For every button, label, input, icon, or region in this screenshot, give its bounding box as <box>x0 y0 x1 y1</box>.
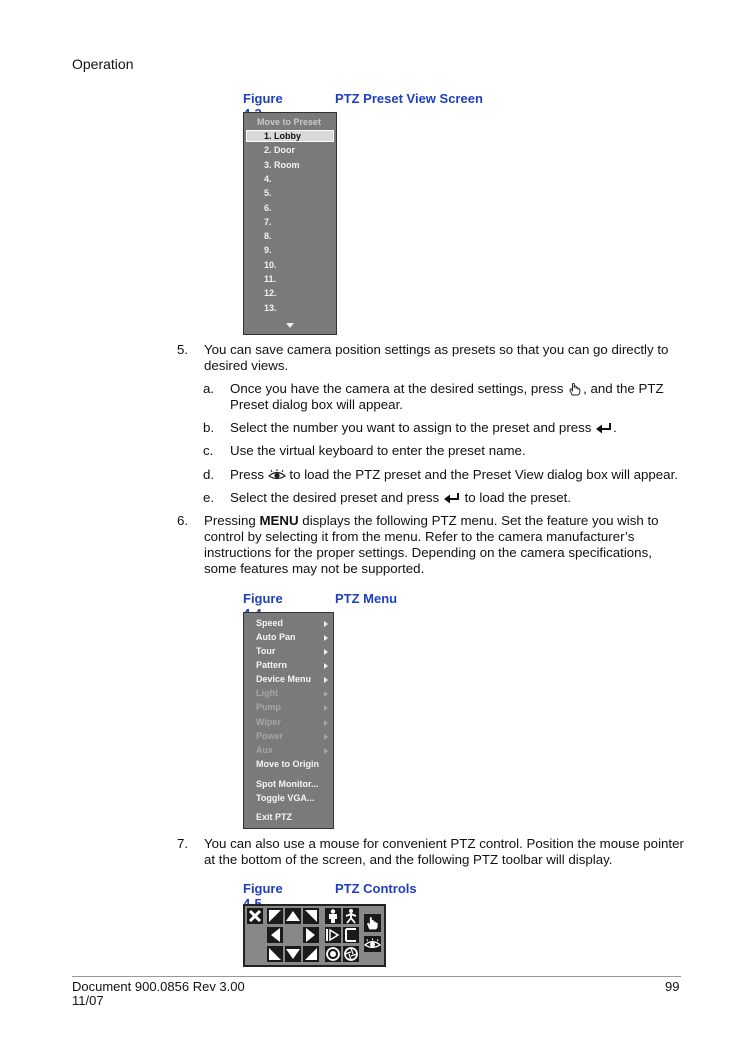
menu-item[interactable]: Pattern <box>256 660 288 670</box>
step-5e-text-end: to load the preset. <box>464 490 572 505</box>
menu-item[interactable]: Move to Origin <box>256 759 319 769</box>
step-6-line3: instructions for the proper settings. Depending on the camera specifications, <box>204 545 652 560</box>
preset-hand-button[interactable] <box>364 914 381 932</box>
focus-far-icon <box>343 927 359 943</box>
step-number: 7. <box>177 836 189 851</box>
footer-divider <box>72 976 681 977</box>
step-5e <box>203 490 703 508</box>
preset-item[interactable]: 7. <box>264 216 272 227</box>
step-letter: b. <box>203 420 215 435</box>
step-6-line2: control by selecting it from the menu. Refer to the camera manufacturer’s <box>204 529 635 544</box>
page-number: 99 <box>665 979 680 994</box>
hand-icon <box>567 381 583 397</box>
step-letter: a. <box>203 381 215 396</box>
person-zoom-out-icon <box>343 908 359 924</box>
zoom-out-button[interactable] <box>343 908 359 924</box>
iris-open-icon <box>325 946 341 962</box>
submenu-arrow-icon <box>324 720 328 726</box>
arrow-up-icon <box>285 908 301 924</box>
step-5a-line2: Preset dialog box will appear. <box>230 397 403 413</box>
close-icon <box>247 908 263 924</box>
section-header: Operation <box>72 56 134 72</box>
preset-item[interactable]: 3. Room <box>264 159 300 170</box>
document-date: 11/07 <box>72 993 104 1008</box>
step-7-line1: You can also use a mouse for convenient PTZ control. Position the mouse pointer <box>204 836 684 851</box>
iris-close-button[interactable] <box>343 946 359 962</box>
step-letter: d. <box>203 467 215 482</box>
preset-item[interactable]: 4. <box>264 173 272 184</box>
step-5a-text-end: , and the PTZ <box>583 381 664 396</box>
pan-up-left-button[interactable] <box>267 908 283 924</box>
arrow-left-icon <box>267 927 283 943</box>
preset-view-button[interactable] <box>364 936 381 952</box>
preset-view-panel <box>243 112 337 335</box>
submenu-arrow-icon <box>324 691 328 697</box>
menu-keyword: MENU <box>259 513 299 528</box>
enter-icon <box>595 422 613 434</box>
arrow-right-icon <box>303 927 319 943</box>
step-number: 5. <box>177 342 189 357</box>
footer-left <box>72 980 245 1008</box>
menu-item: Aux <box>256 745 274 755</box>
menu-item[interactable]: Spot Monitor... <box>256 779 319 789</box>
person-zoom-in-icon <box>325 908 341 924</box>
ptz-menu-panel <box>243 612 334 829</box>
hand-icon <box>364 914 381 932</box>
pan-up-right-button[interactable] <box>303 908 319 924</box>
preset-item[interactable]: 13. <box>264 302 277 313</box>
preset-item[interactable]: 8. <box>264 231 272 242</box>
step-5-line1: You can save camera position settings as presets so that you can go directly to <box>204 342 669 357</box>
menu-item[interactable]: Toggle VGA... <box>256 793 315 803</box>
step-6-line4: some features may not be supported. <box>204 561 425 576</box>
arrow-up-right-icon <box>303 908 319 924</box>
submenu-arrow-icon <box>324 748 328 754</box>
submenu-arrow-icon <box>324 621 328 627</box>
preset-item[interactable]: 10. <box>264 259 277 270</box>
preset-item[interactable]: 6. <box>264 202 272 213</box>
step-6-text: Pressing <box>204 513 256 528</box>
step-letter: c. <box>203 443 214 458</box>
step-5d-text: Press <box>230 467 264 482</box>
step-6-text-end: displays the following PTZ menu. Set the feature you wish to <box>302 513 659 528</box>
tilt-down-button[interactable] <box>285 946 301 962</box>
focus-far-button[interactable] <box>343 927 359 943</box>
menu-item[interactable]: Auto Pan <box>256 632 296 642</box>
step-5b-text: Select the number you want to assign to the preset and press <box>230 420 592 435</box>
submenu-arrow-icon <box>324 705 328 711</box>
figure-title: PTZ Preset View Screen <box>335 91 483 106</box>
arrow-down-left-icon <box>267 946 283 962</box>
preset-item[interactable]: 9. <box>264 245 272 256</box>
step-5b-text-end: . <box>613 420 617 435</box>
arrow-down-right-icon <box>303 946 319 962</box>
submenu-arrow-icon <box>324 677 328 683</box>
zoom-in-button[interactable] <box>325 908 341 924</box>
menu-item[interactable]: Device Menu <box>256 674 312 684</box>
enter-icon <box>443 492 461 504</box>
step-5a-text: Once you have the camera at the desired settings, press <box>230 381 564 396</box>
step-5d-text-end: to load the PTZ preset and the Preset View dialog box will appear. <box>289 467 678 482</box>
pan-down-right-button[interactable] <box>303 946 319 962</box>
step-5b <box>203 420 703 438</box>
pan-right-button[interactable] <box>303 927 319 943</box>
menu-item: Pump <box>256 702 282 712</box>
step-5d <box>203 467 723 485</box>
figure-title: PTZ Menu <box>335 591 398 606</box>
scroll-down-icon[interactable] <box>286 323 294 328</box>
focus-near-icon <box>325 927 341 943</box>
step-number: 6. <box>177 513 189 528</box>
iris-open-button[interactable] <box>325 946 341 962</box>
step-7 <box>177 836 697 870</box>
step-5c-text: Use the virtual keyboard to enter the preset name. <box>230 443 526 458</box>
submenu-arrow-icon <box>324 649 328 655</box>
focus-near-button[interactable] <box>325 927 341 943</box>
step-letter: e. <box>203 490 215 505</box>
figure-number: Figure <box>243 591 283 606</box>
pan-down-left-button[interactable] <box>267 946 283 962</box>
figure-title: PTZ Controls <box>335 881 417 896</box>
step-5c <box>203 443 703 461</box>
figure-number: Figure <box>243 91 283 106</box>
preset-item[interactable]: 12. <box>264 288 277 299</box>
preset-item[interactable]: 5. <box>264 188 272 199</box>
pan-left-button[interactable] <box>267 927 283 943</box>
submenu-arrow-icon <box>324 663 328 669</box>
step-6 <box>177 513 697 579</box>
submenu-arrow-icon <box>324 635 328 641</box>
menu-item: Wiper <box>256 717 281 727</box>
step-5e-text: Select the desired preset and press <box>230 490 440 505</box>
ptz-toolbar <box>243 904 386 967</box>
preset-panel-title: Move to Preset <box>257 117 322 127</box>
menu-item: Light <box>256 688 278 698</box>
submenu-arrow-icon <box>324 734 328 740</box>
step-5-line2: desired views. <box>204 358 289 373</box>
arrow-down-icon <box>285 946 301 962</box>
preset-item[interactable]: 2. Door <box>264 145 296 156</box>
arrow-up-left-icon <box>267 908 283 924</box>
figure-number: Figure <box>243 881 283 896</box>
iris-close-icon <box>343 946 359 962</box>
step-7-line2: at the bottom of the screen, and the following PTZ toolbar will display. <box>204 852 613 867</box>
close-button[interactable] <box>247 908 263 924</box>
document-number: Document 900.0856 Rev 3.00 <box>72 979 245 994</box>
preset-item[interactable]: 11. <box>264 274 277 284</box>
menu-item[interactable]: Speed <box>256 618 284 628</box>
eye-icon <box>364 936 381 952</box>
menu-item[interactable]: Tour <box>256 646 276 656</box>
step-5 <box>177 342 697 376</box>
preset-item[interactable]: 1. Lobby <box>264 131 302 141</box>
step-5a <box>203 381 703 415</box>
menu-item[interactable]: Exit PTZ <box>256 812 293 822</box>
eye-icon <box>268 469 286 481</box>
tilt-up-button[interactable] <box>285 908 301 924</box>
menu-item: Power <box>256 731 284 741</box>
